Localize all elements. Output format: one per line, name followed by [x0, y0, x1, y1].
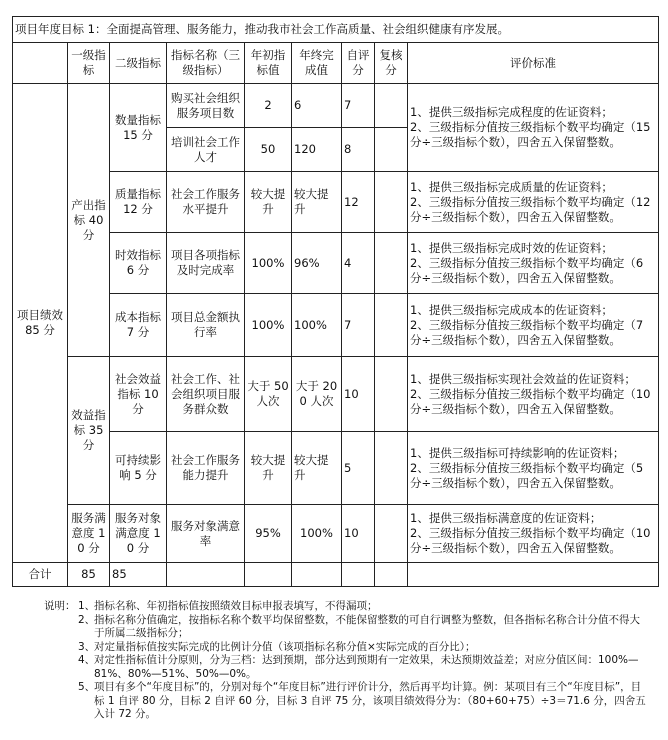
criteria-line: 1、提供三级指标完成时效的佐证资料；	[410, 240, 613, 255]
total-empty	[245, 563, 292, 587]
criteria-line: 2、三级指标分值按三级指标个数平均确定（5 分÷三级指标个数），四舍五入保留整数。	[410, 460, 644, 490]
initial-value: 100%	[245, 294, 292, 357]
total-label: 合计	[13, 563, 68, 587]
header-level2: 二级指标	[110, 43, 167, 84]
note-text: 指标名称、年初指标值按照绩效目标申报表填写，不得漏项；	[94, 600, 378, 612]
goal-title: 项目年度目标 1：全面提高管理、服务能力，推动我市社会工作高质量、社会组织健康有序发展。	[13, 17, 659, 43]
header-level1: 一级指标	[68, 43, 110, 84]
criteria-cell	[408, 294, 659, 357]
criteria-cell	[408, 357, 659, 432]
criteria-line: 2、三级指标分值按三级指标个数平均确定（6 分÷三级指标个数），四舍五入保留整数。	[410, 255, 644, 285]
section-service: 服务满意度 10 分	[68, 505, 110, 563]
self-score: 5	[342, 432, 375, 505]
review-score	[375, 432, 408, 505]
total-empty	[342, 563, 375, 587]
initial-value: 95%	[245, 505, 292, 563]
level2-cell: 数量指标 15 分	[110, 84, 167, 172]
criteria-line: 1、提供三级指标完成程度的佐证资料；	[410, 105, 613, 119]
criteria-line: 2、三级指标分值按三级指标个数平均确定（15 分÷三级指标个数），四舍五入保留整数。	[410, 120, 651, 149]
criteria-cell	[408, 84, 659, 172]
header-blank	[13, 43, 68, 84]
review-score	[375, 357, 408, 432]
criteria-line: 1、提供三级指标实现社会效益的佐证资料；	[410, 371, 636, 386]
self-score: 10	[342, 357, 375, 432]
review-score	[375, 128, 408, 172]
criteria-cell	[408, 505, 659, 563]
self-score: 7	[342, 84, 375, 128]
total-empty	[167, 563, 245, 587]
note-item	[44, 654, 648, 681]
criteria-line: 2、三级指标分值按三级指标个数平均确定（10 分÷三级指标个数），四舍五入保留整数。	[410, 386, 651, 416]
criteria-line: 2、三级指标分值按三级指标个数平均确定（7 分÷三级指标个数），四舍五入保留整数。	[410, 317, 644, 347]
criteria-line: 1、提供三级指标完成成本的佐证资料；	[410, 302, 613, 317]
total-empty	[408, 563, 659, 587]
total-empty	[292, 563, 342, 587]
final-value: 大于 200 人次	[292, 357, 342, 432]
review-score	[375, 505, 408, 563]
note-number: 5、	[78, 681, 96, 693]
header-initial: 年初指标值	[245, 43, 292, 84]
level2-cell: 服务对象满意度 10 分	[110, 505, 167, 563]
initial-value: 100%	[245, 233, 292, 294]
note-item	[44, 681, 648, 722]
note-item	[44, 641, 648, 655]
criteria-cell	[408, 233, 659, 294]
final-value: 100%	[292, 505, 342, 563]
section-benefit: 效益指标 35 分	[68, 357, 110, 505]
criteria-line: 1、提供三级指标满意度的佐证资料；	[410, 511, 602, 525]
level2-cell: 时效指标 6 分	[110, 233, 167, 294]
self-score: 7	[342, 294, 375, 357]
self-score: 4	[342, 233, 375, 294]
review-score	[375, 294, 408, 357]
header-criteria: 评价标准	[408, 43, 659, 84]
note-text: 对定量指标值按实际完成的比例计分值（该项指标名称分值×实际完成的百分比）；	[94, 640, 476, 653]
indicator-name: 培训社会工作人才	[167, 128, 245, 172]
notes-lead: 说明：	[44, 600, 76, 612]
note-text: 指标名称分值确定，按指标名称个数平均保留整数，不能保留整数的可自行调整为整数，但各指标名称合计分值不得大于所属二级指标分；	[94, 613, 640, 639]
level2-cell: 成本指标 7 分	[110, 294, 167, 357]
final-value: 120	[292, 128, 342, 172]
self-score: 8	[342, 128, 375, 172]
note-item	[44, 614, 648, 641]
indicator-name: 项目总金额执行率	[167, 294, 245, 357]
final-value: 96%	[292, 233, 342, 294]
performance-table	[12, 16, 659, 587]
notes	[44, 600, 648, 722]
section-output: 产出指标 40 分	[68, 84, 110, 357]
note-number: 2、	[78, 613, 96, 626]
level2-cell: 社会效益指标 10 分	[110, 357, 167, 432]
criteria-line: 1、提供三级指标完成质量的佐证资料；	[410, 179, 613, 194]
criteria-line: 2、三级指标分值按三级指标个数平均确定（12 分÷三级指标个数），四舍五入保留整数。	[410, 194, 651, 224]
note-number: 4、	[78, 654, 96, 666]
criteria-cell	[408, 172, 659, 233]
review-score	[375, 84, 408, 128]
review-score	[375, 233, 408, 294]
initial-value: 较大提升	[245, 172, 292, 233]
final-value: 100%	[292, 294, 342, 357]
level2-cell: 质量指标 12 分	[110, 172, 167, 233]
indicator-name: 社会工作服务能力提升	[167, 432, 245, 505]
level2-cell: 可持续影响 5 分	[110, 432, 167, 505]
total-level1: 85	[68, 563, 110, 587]
notes-indent	[44, 681, 78, 722]
criteria-cell	[408, 432, 659, 505]
total-level2: 85	[110, 563, 167, 587]
self-score: 12	[342, 172, 375, 233]
indicator-name: 社会工作服务水平提升	[167, 172, 245, 233]
indicator-name: 项目各项指标及时完成率	[167, 233, 245, 294]
indicator-name: 服务对象满意率	[167, 505, 245, 563]
initial-value: 50	[245, 128, 292, 172]
final-value: 较大提升	[292, 432, 342, 505]
note-item	[44, 600, 648, 614]
review-score	[375, 172, 408, 233]
header-level3: 指标名称（三级指标）	[167, 43, 245, 84]
final-value: 较大提升	[292, 172, 342, 233]
final-value: 6	[292, 84, 342, 128]
initial-value: 较大提升	[245, 432, 292, 505]
header-review: 复核分	[375, 43, 408, 84]
notes-indent	[44, 654, 78, 681]
notes-indent	[44, 614, 78, 641]
total-empty	[375, 563, 408, 587]
note-number: 3、	[78, 640, 96, 653]
initial-value: 2	[245, 84, 292, 128]
criteria-line: 1、提供三级指标可持续影响的佐证资料；	[410, 445, 625, 460]
indicator-name: 社会工作、社会组织项目服务群众数	[167, 357, 245, 432]
header-final: 年终完成值	[292, 43, 342, 84]
criteria-line: 2、三级指标分值按三级指标个数平均确定（10 分÷三级指标个数），四舍五入保留整数。	[410, 526, 651, 555]
indicator-name: 购买社会组织服务项目数	[167, 84, 245, 128]
initial-value: 大于 50 人次	[245, 357, 292, 432]
section-project: 项目绩效 85 分	[13, 84, 68, 563]
note-text: 对定性指标值计分原则，分为三档：达到预期，部分达到预期有一定效果，未达预期效益差；对应分值区间：100%—81%、80%—51%、50%—0%。	[94, 654, 639, 680]
self-score: 10	[342, 505, 375, 563]
note-number: 1、	[78, 600, 96, 612]
notes-indent	[44, 641, 78, 655]
header-self: 自评分	[342, 43, 375, 84]
note-text: 项目有多个“年度目标”的，分别对每个“年度目标”进行评价计分，然后再平均计算。例：某项目有三个“年度目标”，目标 1 自评 80 分，目标 2 自评 60 分，目标 3 自评 75 分，该项目绩效得分为：（80+60+75）÷3＝71.6 分，四舍五入计 72 分。	[94, 681, 646, 720]
